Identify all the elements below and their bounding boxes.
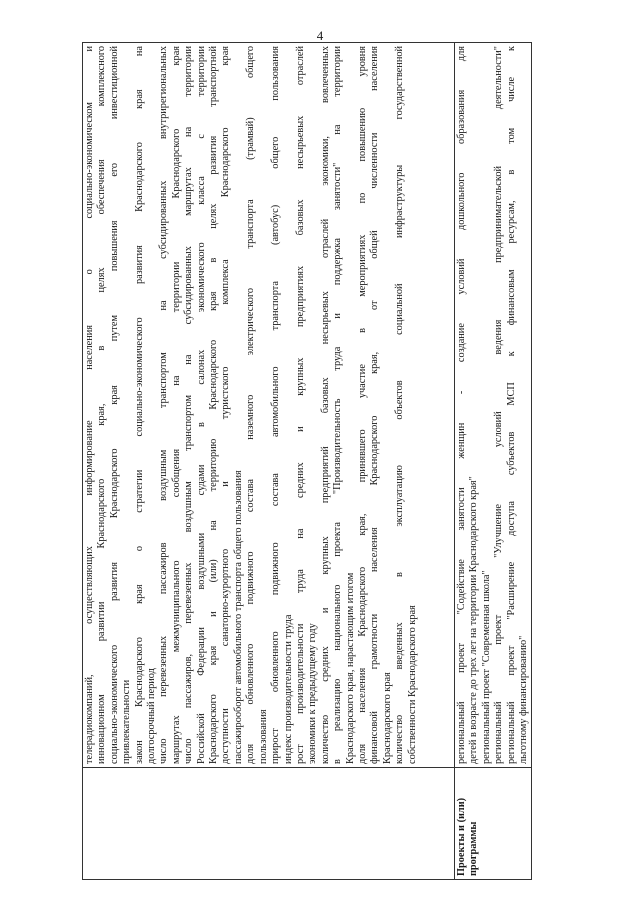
text-line: экономики к предыдущему году (307, 623, 319, 764)
text-line: доля населения Краснодарского края, принявшего участие в мероприятиях по повышению уровня (356, 46, 368, 764)
text-line: финансовой грамотности населения Краснодарского края, от общей численности населения (369, 46, 381, 764)
text-line: число перевезенных пассажиров воздушным транспортом на субсидированных внутрирегиональных (158, 46, 170, 764)
text-line: инновационном развитии Краснодарского края, в целях обеспечения комплексного (96, 46, 108, 764)
text-line: региональный проект "Улучшение условий ведения предпринимательской деятельности" (493, 46, 505, 764)
text-line: прирост обновленного подвижного состава автомобильного транспорта (автобус) общего пользования (270, 46, 282, 764)
text-line: пользования (257, 709, 269, 764)
text-line: Краснодарского края, нарастающим итогом (344, 572, 356, 764)
text-line: долгосрочный период (146, 668, 158, 764)
text-line: региональный проект "Содействие занятости женщин - создание условий дошкольного образования для (456, 46, 467, 764)
table-row (83, 43, 455, 880)
text-line: количество средних и крупных предприятий базовых несырьевых отраслей экономики, вовлеченных (319, 46, 331, 764)
table-row (455, 43, 532, 880)
text-line: индекс производительности труда (282, 614, 294, 764)
row-label (83, 768, 455, 880)
text-line: Краснодарского края и (или) на территорию Краснодарского края в целях развития транспортной (208, 46, 220, 764)
text-line: региональный проект "Расширение доступа субъектов МСП к финансовым ресурсам, в том числе к (505, 46, 517, 764)
text-line: Российской Федерации воздушными судами в салонах экономического класса с территории (195, 46, 207, 764)
passport-table (82, 42, 532, 880)
text-line: привлекательности (121, 679, 133, 764)
text-line: закон Краснодарского края о стратегии социально-экономического развития Краснодарского края на (133, 46, 145, 764)
text-line: маршрутах межмуниципального сообщения на территории Краснодарского края (170, 46, 182, 764)
text-line: детей в возрасте до трех лет на территории Краснодарского края" (468, 476, 480, 764)
text-line: рост производительности труда на средних и крупных предприятиях базовых несырьевых отраслей (294, 46, 306, 764)
text-line: льготному финансированию" (518, 635, 530, 764)
text-line: социально-экономического развития Краснодарского края путем повышения его инвестиционной (108, 46, 120, 764)
row-label: Проекты и (или) программы (455, 768, 532, 880)
page-number: 4 (316, 28, 324, 43)
row-content (83, 43, 455, 768)
rotated-table-container (82, 42, 530, 880)
text-line: доля обновленного подвижного состава наземного электрического транспорта (трамвай) общего (245, 46, 257, 764)
row-content (455, 43, 532, 768)
text-line: собственности Краснодарского края (406, 605, 418, 764)
text-line: доступности санаторно-курортного и туристского комплекса Краснодарского края (220, 46, 232, 764)
text-line: региональный проект "Современная школа" (480, 570, 492, 764)
text-line: телерадиокомпаний, осуществляющих информирование населения о социально-экономическом и (84, 46, 95, 764)
text-line: число пассажиров, перевезенных воздушным транспортом на субсидированных маршрутах на территории (183, 46, 195, 764)
text-line: пассажирооборот автомобильного транспорта общего пользования (232, 470, 244, 764)
text-line: Краснодарского края (381, 672, 393, 764)
text-line: в реализацию национального проекта "Производительность труда и поддержка занятости" на территории (332, 46, 344, 764)
text-line: количество введенных в эксплуатацию объектов социальной инфраструктуры государственной (394, 46, 406, 764)
table-body (83, 43, 532, 880)
